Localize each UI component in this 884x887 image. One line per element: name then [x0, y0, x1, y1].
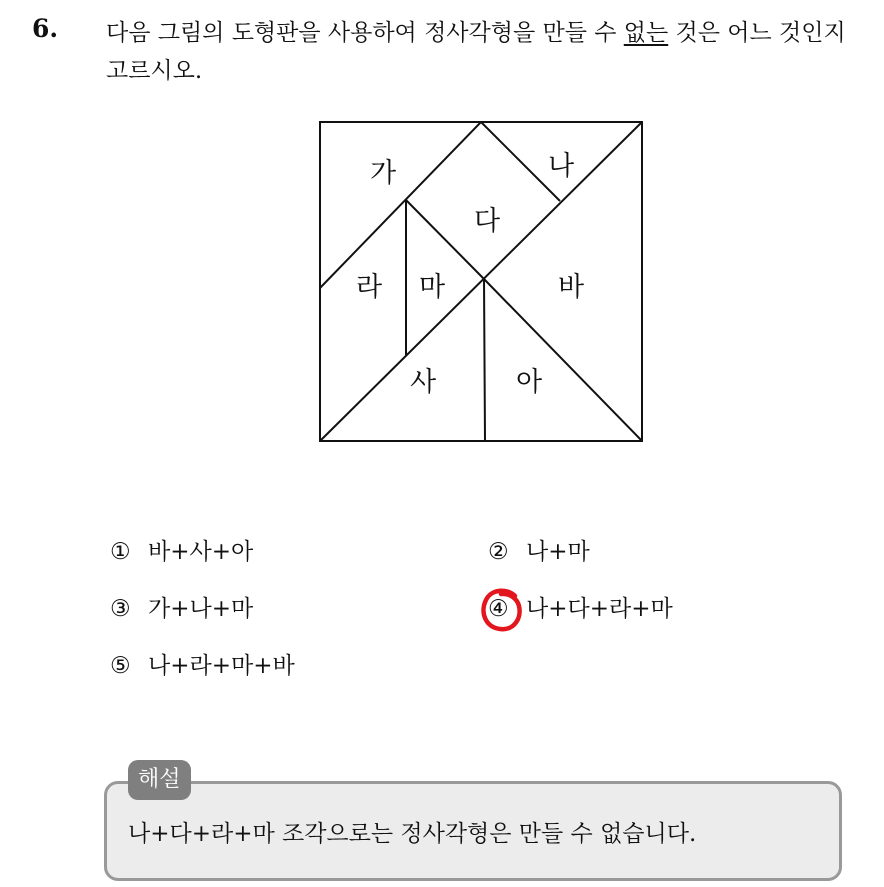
- choice-4[interactable]: [488, 590, 673, 623]
- choice-2-text: 나+마: [526, 539, 590, 565]
- piece-label-a: 아: [516, 367, 543, 398]
- choice-2-number: ②: [488, 539, 509, 565]
- choice-5[interactable]: [110, 647, 295, 680]
- tangram-svg: [318, 120, 645, 445]
- tangram-line-bottom-right: [484, 279, 642, 441]
- question-number: 6.: [32, 14, 59, 43]
- piece-label-ga: 가: [370, 158, 397, 189]
- tangram-figure: [318, 120, 645, 445]
- choice-1-text: 바+사+아: [148, 539, 254, 565]
- question-text-before: 다음 그림의 도형판을 사용하여 정사각형을 만들 수: [106, 20, 624, 46]
- choice-3[interactable]: [110, 590, 253, 623]
- question-underlined-word: 없는: [623, 20, 669, 46]
- tangram-line-vertical-center: [484, 279, 485, 441]
- choice-4-number: [488, 596, 526, 622]
- question-text: [106, 14, 866, 90]
- question-text-after: 것은 어느 것인지 고르시오.: [106, 20, 846, 84]
- choice-4-text: 나+다+라+마: [526, 596, 673, 622]
- choice-4-number-text: ④: [488, 596, 509, 622]
- explanation-text: 나+다+라+마 조각으로는 정사각형은 만들 수 없습니다.: [128, 821, 697, 847]
- choice-3-text: 가+나+마: [148, 596, 254, 622]
- choice-5-number: ⑤: [110, 653, 131, 679]
- piece-label-ba: 바: [558, 272, 585, 303]
- choice-2[interactable]: [488, 533, 590, 566]
- choice-1-number: ①: [110, 539, 131, 565]
- choice-1[interactable]: [110, 533, 253, 566]
- piece-label-sa: 사: [410, 367, 437, 398]
- choice-5-text: 나+라+마+바: [148, 653, 295, 679]
- answer-circle-mark-icon: [479, 586, 525, 634]
- explanation-tag: 해설: [128, 760, 191, 800]
- piece-label-na: 나: [548, 151, 575, 182]
- choice-3-number: ③: [110, 596, 131, 622]
- tangram-line-top-left: [320, 122, 481, 288]
- piece-label-ma: 마: [419, 272, 446, 303]
- piece-label-ra: 라: [356, 272, 383, 303]
- piece-label-da: 다: [474, 206, 501, 237]
- tangram-line-middle: [406, 200, 484, 279]
